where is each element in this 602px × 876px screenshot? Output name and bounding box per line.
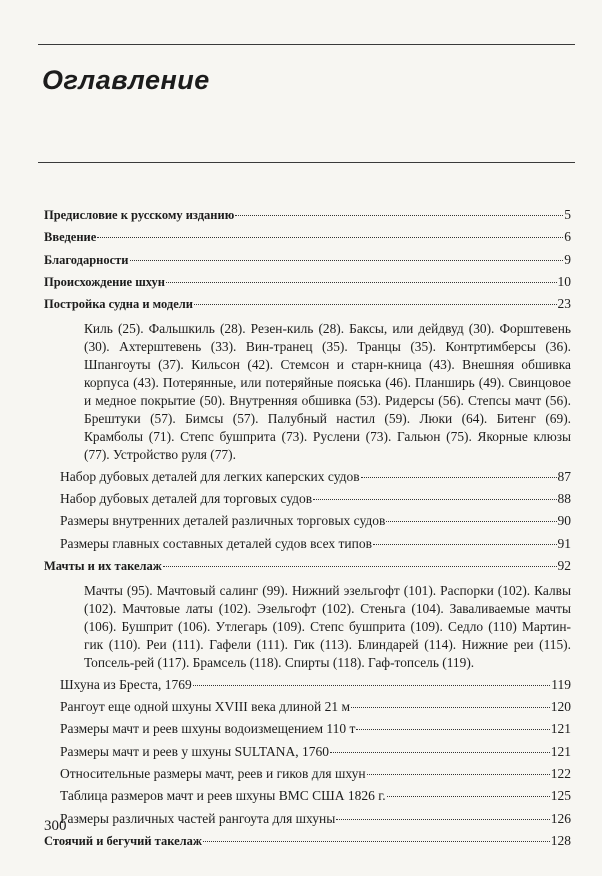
toc-entry-label: Шхуна из Бреста, 1769 <box>60 676 192 692</box>
dot-leader <box>235 215 563 216</box>
toc-subentry-main-sizes[interactable] <box>60 536 571 558</box>
toc-entry-page: 90 <box>557 513 571 529</box>
toc-entry-page: 119 <box>551 676 571 692</box>
toc-entry-label: Размеры главных составных деталей судов всех типов <box>60 535 372 551</box>
toc-entry-page: 91 <box>557 535 571 551</box>
page-number: 300 <box>44 818 67 834</box>
top-rule <box>38 44 575 45</box>
toc-entry-label: Стоячий и бегучий такелаж <box>44 833 202 848</box>
dot-leader <box>351 707 550 708</box>
toc-entry-page: 23 <box>557 296 571 312</box>
toc-entry-label: Введение <box>44 230 97 245</box>
toc-entry-origin[interactable] <box>44 274 571 296</box>
dot-leader <box>203 841 550 842</box>
toc-entry-page: 5 <box>564 207 571 222</box>
dot-leader <box>194 304 556 305</box>
dot-leader <box>163 566 557 567</box>
dot-leader <box>373 544 557 545</box>
toc-entry-label: Рангоут еще одной шхуны XVIII века длиной 21 м <box>60 699 350 715</box>
toc-entry-page: 126 <box>550 810 571 826</box>
toc-entry-label: Набор дубовых деталей для легких каперских судов <box>60 468 360 484</box>
dot-leader <box>97 237 563 238</box>
toc-entry-label: Таблица размеров мачт и реев шхуны ВМС США 1826 г. <box>60 788 386 804</box>
toc-entry-label: Мачты и их такелаж <box>44 558 162 573</box>
title-rule <box>38 162 575 163</box>
toc-subentry-merchant-oak[interactable] <box>60 491 571 513</box>
dot-leader <box>361 477 557 478</box>
construction-subtopics: Киль (25). Фальшкиль (28). Резен-киль (28). Баксы, или дейдвуд (30). Форштевень (30). Ахтерштевень (33). Вин-транец (35). Транцы (35). Контртимберсы (36). Шпангоуты (37). Кильсон (42). Стемсон и старн-кница (43). Внешняя обшивка корпуса (43). Потерянные, или потеряйные пояська (46). Планширь (49). Свинцовое и медное покрытие (50). Внутренняя обшивка (53). Ридерсы (56). Степсы мачт (56). Брештуки (57). Бимсы (57). Палубный настил (59). Люки (64). Битенг (69). Крамболы (71). Степс бушприта (73). Руслени (73). Гальюн (75). Якорные клюзы (77). Устройство руля (77). <box>84 321 571 462</box>
toc-subentry-usn-1826-table[interactable] <box>60 788 571 810</box>
toc-entry-page: 125 <box>550 788 571 804</box>
toc-subentry-relative-sizes[interactable] <box>60 766 571 788</box>
toc-entry-page: 9 <box>564 251 571 267</box>
masts-subtopics: Мачты (95). Мачтовый салинг (99). Нижний эзельгофт (101). Распорки (102). Калвы (102). Мачтовые латы (102). Эзельгофт (102). Стеньга (104). Заваливаемые мачты (106). Бушприт (106). Утлегарь (109). Степс бушприта (109). Седло (110) Мартин-гик (110). Реи (111). Гафели (111). Гик (113). Блиндарей (114). Нижние реи (115). Топсель-рей (117). Брамсель (118). Спирты (118). Гаф-топсель (119). <box>84 583 571 670</box>
toc-entry-label: Набор дубовых деталей для торговых судов <box>60 491 313 507</box>
toc-entry-label: Размеры различных частей рангоута для шхуны <box>60 810 336 826</box>
toc-entry-page: 120 <box>550 699 571 715</box>
toc-entry-label: Происхождение шхун <box>44 274 166 289</box>
toc-subentry-sultana-sizes[interactable] <box>60 744 571 766</box>
table-of-contents <box>44 207 571 855</box>
toc-entry-page: 10 <box>557 273 571 289</box>
toc-entry-label: Размеры внутренних деталей различных торговых судов <box>60 513 386 529</box>
dot-leader <box>193 685 550 686</box>
toc-entry-construction[interactable] <box>44 296 571 318</box>
toc-entry-page: 87 <box>557 468 571 484</box>
toc-entry-masts[interactable] <box>44 558 571 580</box>
toc-entry-page: 128 <box>550 832 571 848</box>
toc-entry-page: 121 <box>550 743 571 759</box>
page-title: Оглавление <box>42 65 210 95</box>
toc-entry-label: Предисловие к русскому изданию <box>44 208 235 222</box>
toc-subentry-110t-sizes[interactable] <box>60 721 571 743</box>
toc-entry-page: 122 <box>550 765 571 781</box>
toc-entry-introduction[interactable] <box>44 229 571 251</box>
toc-entry-label: Благодарности <box>44 252 129 267</box>
dot-leader <box>166 282 556 283</box>
toc-entry-label: Размеры мачт и реев у шхуны SULTANA, 1760 <box>60 743 330 759</box>
toc-entry-label: Постройка судна и модели <box>44 297 194 312</box>
toc-subentry-spar-parts[interactable] <box>60 811 571 833</box>
toc-entry-page: 92 <box>557 557 571 573</box>
dot-leader <box>130 260 564 261</box>
dot-leader <box>367 774 550 775</box>
toc-entry-page: 88 <box>557 491 571 507</box>
toc-entry-page: 6 <box>564 229 571 245</box>
toc-entry-acknowledgements[interactable] <box>44 252 571 274</box>
toc-entry-preface[interactable] <box>44 207 571 229</box>
dot-leader <box>356 729 549 730</box>
dot-leader <box>387 796 550 797</box>
dot-leader <box>386 521 556 522</box>
toc-subentry-privateer-oak[interactable] <box>60 469 571 491</box>
toc-subentry-18th-century-rig[interactable] <box>60 699 571 721</box>
dot-leader <box>336 819 549 820</box>
toc-entry-label: Размеры мачт и реев шхуны водоизмещением 110 т <box>60 721 356 737</box>
dot-leader <box>330 752 550 753</box>
toc-subentry-brest-schooner[interactable] <box>60 677 571 699</box>
toc-entry-rigging[interactable] <box>44 833 571 855</box>
toc-entry-label: Относительные размеры мачт, реев и гиков для шхун <box>60 765 366 781</box>
dot-leader <box>313 499 556 500</box>
toc-entry-page: 121 <box>550 721 571 737</box>
toc-subentry-internal-sizes[interactable] <box>60 513 571 535</box>
